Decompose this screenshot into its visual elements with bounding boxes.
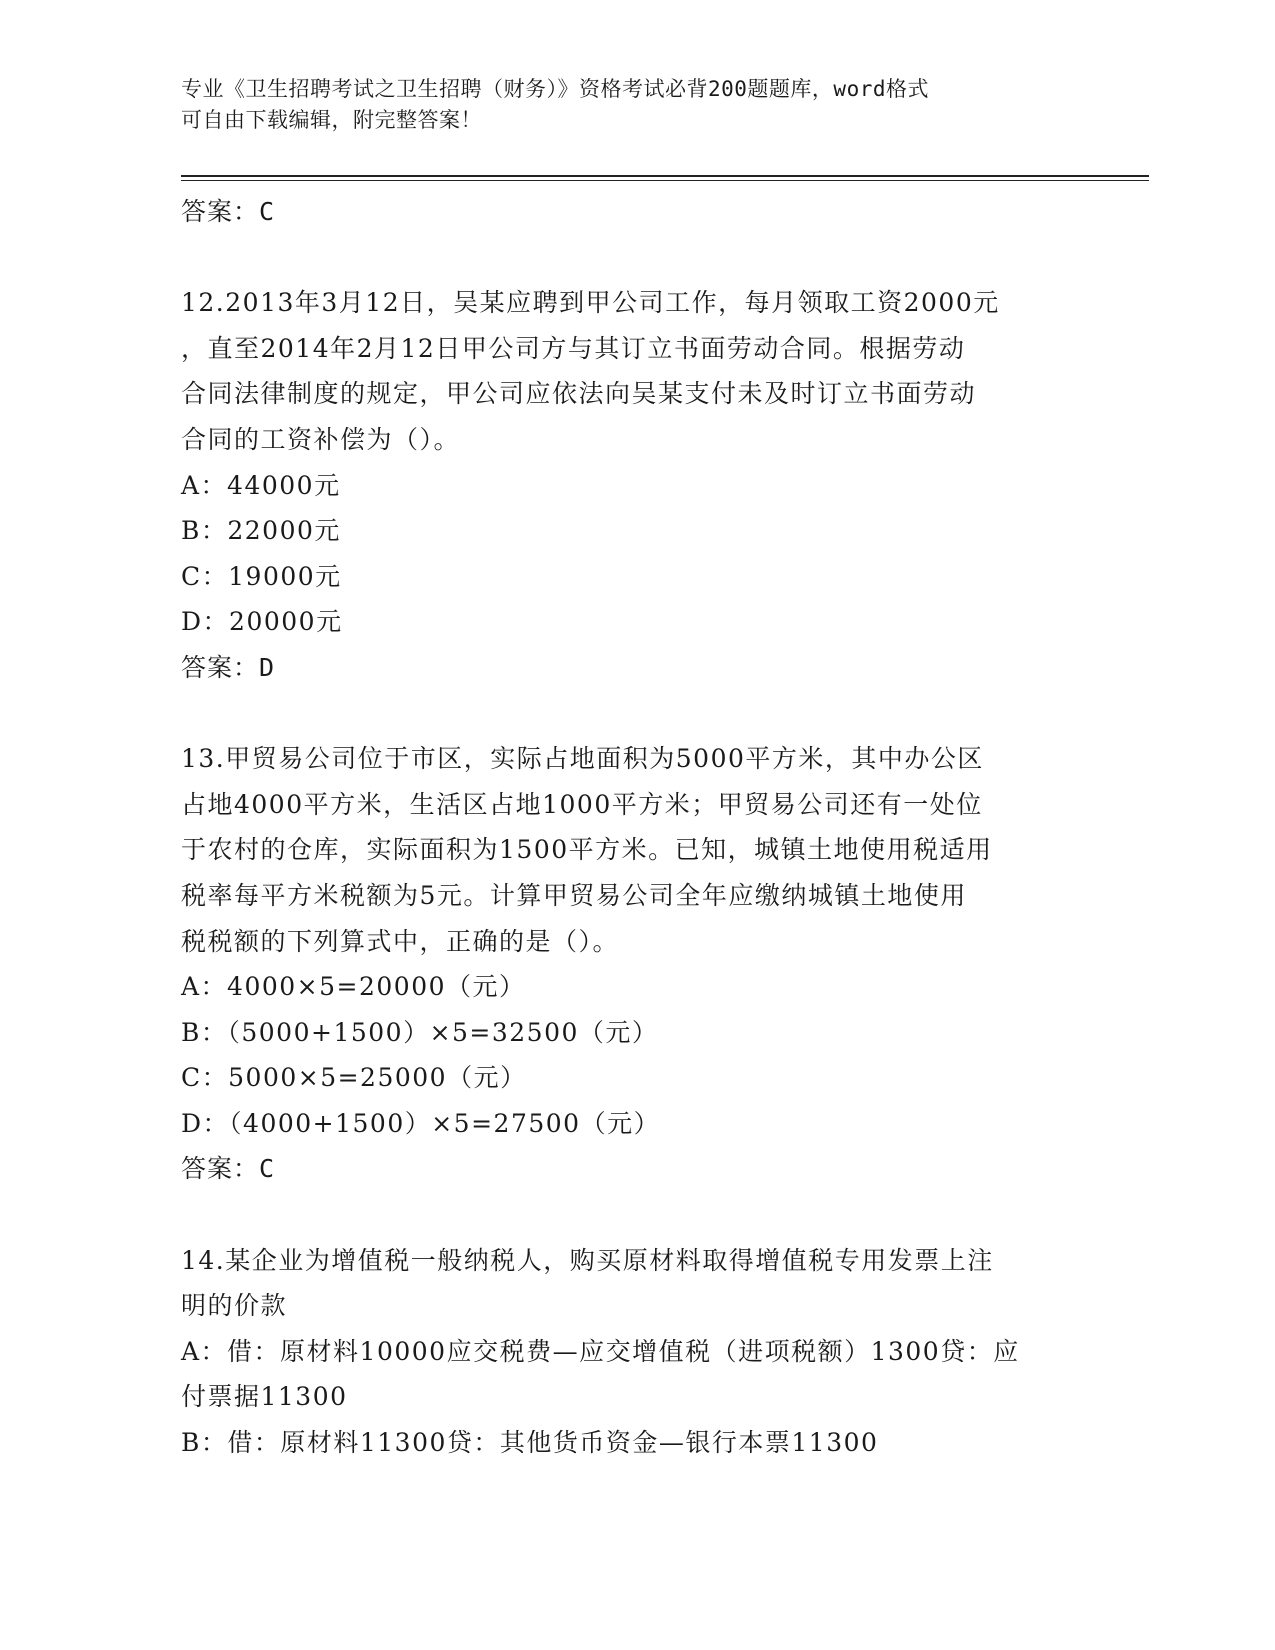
header-divider-thin	[181, 180, 1149, 181]
question-12	[181, 280, 1081, 690]
question-12-text-line: 12.2013年3月12日，吴某应聘到甲公司工作，每月领取工资2000元	[181, 288, 1000, 318]
question-13-text-line: 13.甲贸易公司位于市区，实际占地面积为5000平方米，其中办公区	[181, 744, 984, 774]
question-14	[181, 1238, 1081, 1466]
header-line-1: 专业《卫生招聘考试之卫生招聘（财务）》资格考试必背200题题库，word格式	[181, 77, 929, 101]
question-13-text-line: 税率每平方米税额为5元。计算甲贸易公司全年应缴纳城镇土地使用	[181, 880, 967, 910]
question-content	[181, 189, 1081, 1466]
question-14-text-line: 14.某企业为增值税一般纳税人，购买原材料取得增值税专用发票上注	[181, 1245, 994, 1275]
question-13-option-b: B：（5000+1500）×5=32500（元）	[181, 1017, 659, 1047]
question-12-answer: 答案：D	[181, 652, 276, 682]
question-12-text-line: ，直至2014年2月12日甲公司方与其订立书面劳动合同。根据劳动	[181, 333, 966, 363]
question-13-option-a: A：4000×5=20000（元）	[181, 972, 526, 1002]
header-line-2: 可自由下载编辑，附完整答案！	[181, 108, 482, 132]
question-13-text-line: 占地4000平方米，生活区占地1000平方米；甲贸易公司还有一处位	[181, 789, 983, 819]
question-12-text-line: 合同的工资补偿为（）。	[181, 424, 461, 454]
question-13-option-d: D：（4000+1500）×5=27500（元）	[181, 1108, 661, 1138]
question-14-option-a-continued: 付票据11300	[181, 1382, 348, 1412]
answer-previous: 答案：C	[181, 197, 276, 226]
question-12-option-d: D：20000元	[181, 607, 343, 637]
question-13-text-line: 于农村的仓库，实际面积为1500平方米。已知，城镇土地使用税适用	[181, 835, 993, 865]
question-12-text-line: 合同法律制度的规定，甲公司应依法向吴某支付未及时订立书面劳动	[181, 379, 977, 409]
question-12-option-b: B：22000元	[181, 516, 341, 546]
question-13-text-line: 税税额的下列算式中，正确的是（）。	[181, 926, 620, 956]
question-12-option-c: C：19000元	[181, 561, 342, 591]
question-13	[181, 736, 1081, 1192]
question-14-option-b: B：借：原材料11300贷：其他货币资金—银行本票11300	[181, 1428, 879, 1458]
question-14-text-line: 明的价款	[181, 1291, 288, 1321]
document-header	[181, 74, 1061, 136]
question-14-option-a: A：借：原材料10000应交税费—应交增值税（进项税额）1300贷：应	[181, 1336, 1020, 1366]
question-12-option-a: A：44000元	[181, 470, 341, 500]
question-13-option-c: C：5000×5=25000（元）	[181, 1063, 527, 1093]
header-divider-thick	[181, 175, 1149, 177]
question-13-answer: 答案：C	[181, 1154, 276, 1184]
